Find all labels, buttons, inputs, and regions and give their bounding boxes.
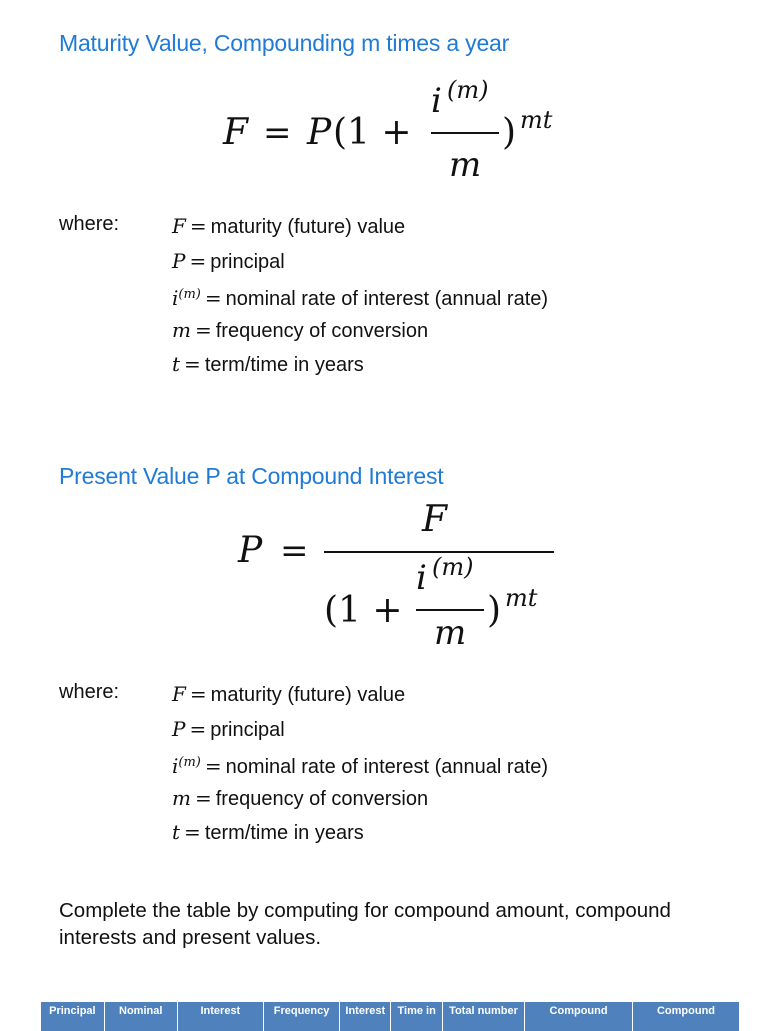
maturity-value-formula (215, 70, 585, 190)
column-header: Nominal (104, 1002, 177, 1031)
formula-p: P (306, 112, 332, 153)
column-header: Total number (442, 1002, 524, 1031)
definition-symbol: P (172, 249, 185, 273)
definition-item: m = frequency of conversion (172, 313, 548, 348)
definition-symbol: i (172, 754, 178, 778)
section-heading-maturity-value: Maturity Value, Compounding m times a year (59, 30, 509, 57)
definition-text: term/time in years (205, 822, 364, 844)
definition-text: frequency of conversion (216, 788, 428, 810)
column-header: Interest (177, 1002, 263, 1031)
definition-symbol: i (172, 286, 178, 310)
definition-item: F = maturity (future) value (172, 677, 548, 712)
formula-f: F (421, 499, 449, 540)
column-header: Principal (41, 1002, 105, 1031)
where-label: where: (59, 681, 119, 704)
definition-symbol: m (172, 318, 191, 342)
formula-open-paren: (1 + (333, 112, 412, 153)
compound-interest-table (40, 1001, 740, 1031)
definition-symbol: m (172, 786, 191, 810)
formula-exponent: mt (520, 106, 553, 134)
definition-text: frequency of conversion (216, 320, 428, 342)
formula-open-paren: (1 + (324, 590, 403, 631)
definition-symbol: t (172, 352, 180, 376)
column-header: Compound (633, 1002, 740, 1031)
definitions-list-2 (172, 677, 548, 850)
column-header: Time in (391, 1002, 442, 1031)
column-header: Frequency (264, 1002, 340, 1031)
present-value-formula (228, 495, 568, 660)
definition-symbol: t (172, 820, 180, 844)
definition-item: t = term/time in years (172, 815, 548, 850)
table-header-row (41, 1002, 740, 1031)
formula-i-superscript: (m) (432, 553, 473, 581)
definition-item: $i^{(m)}$ = nominal rate of interest (annual rate) (172, 278, 548, 313)
definition-text: nominal rate of interest (annual rate) (226, 756, 548, 778)
formula-p: P (237, 530, 263, 571)
definition-item: $i^{(m)}$ = nominal rate of interest (annual rate) (172, 746, 548, 781)
formula-close-paren: ) (487, 590, 501, 631)
formula-equals: = (280, 531, 309, 571)
definition-superscript: (m) (178, 287, 200, 302)
formula-m: m (449, 145, 481, 185)
formula-f: F (222, 112, 250, 153)
definition-item: F = maturity (future) value (172, 209, 548, 244)
definition-symbol: P (172, 717, 185, 741)
instruction-text: Complete the table by computing for compound amount, compound interests and present values. (59, 897, 739, 951)
definition-item: P = principal (172, 712, 548, 747)
definitions-list-1 (172, 209, 548, 382)
definition-text: maturity (future) value (211, 684, 406, 706)
definition-superscript: (m) (178, 755, 200, 770)
definition-text: principal (210, 251, 284, 273)
definition-text: nominal rate of interest (annual rate) (226, 288, 548, 310)
column-header: Compound (525, 1002, 633, 1031)
definition-item: m = frequency of conversion (172, 781, 548, 816)
definition-symbol: F (172, 682, 186, 706)
definition-text: maturity (future) value (211, 216, 406, 238)
formula-m: m (434, 613, 466, 653)
formula-i-superscript: (m) (447, 76, 488, 104)
definition-symbol: F (172, 214, 186, 238)
where-label: where: (59, 213, 119, 236)
definition-text: term/time in years (205, 354, 364, 376)
formula-close-paren: ) (502, 112, 516, 153)
formula-equals: = (263, 113, 292, 153)
section-heading-present-value: Present Value P at Compound Interest (59, 463, 443, 490)
definition-text: principal (210, 719, 284, 741)
definition-item: P = principal (172, 244, 548, 279)
column-header: Interest (340, 1002, 391, 1031)
formula-i: i (416, 558, 427, 598)
formula-exponent: mt (505, 584, 538, 612)
formula-i: i (431, 81, 442, 121)
definition-item: t = term/time in years (172, 347, 548, 382)
